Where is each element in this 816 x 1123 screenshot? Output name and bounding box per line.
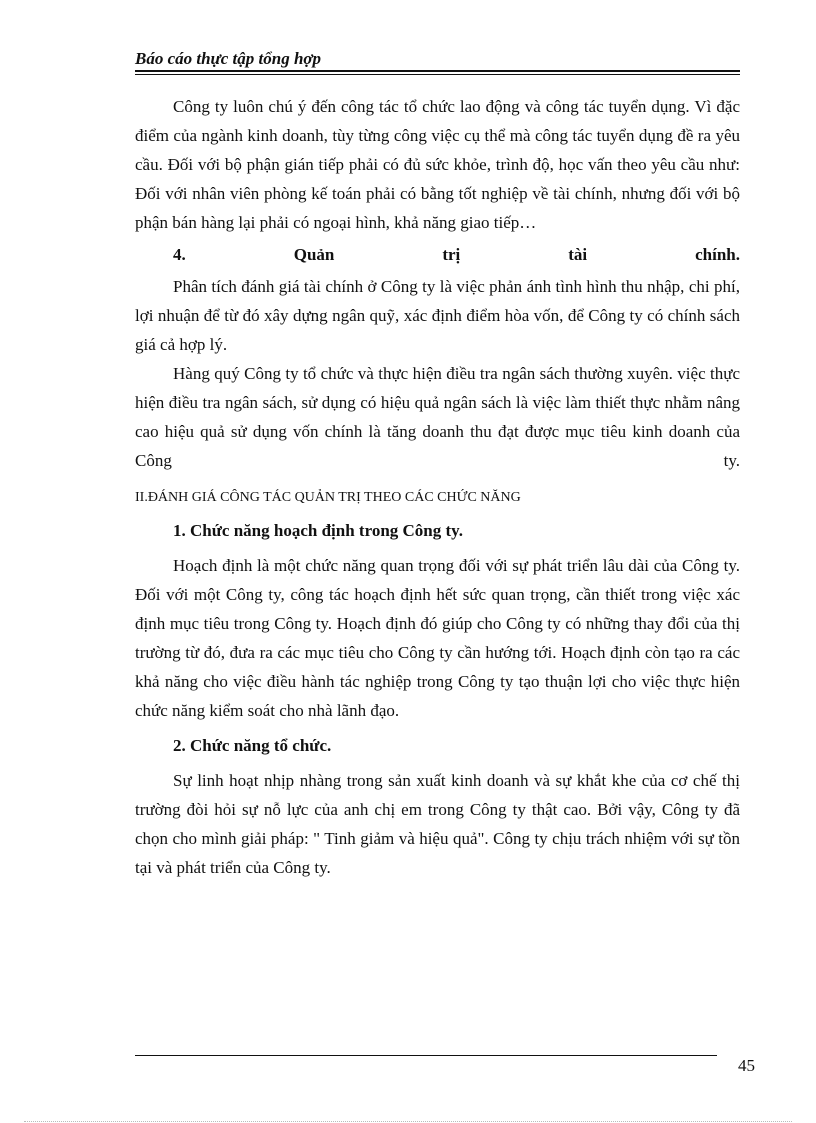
- heading-planning-function: 1. Chức năng hoạch định trong Công ty.: [173, 521, 463, 540]
- page-number: 45: [738, 1056, 755, 1075]
- paragraph-planning: Hoạch định là một chức năng quan trọng đối với sự phát triển lâu dài của Công ty. Đối với một Công ty, công tác hoạch định hết sức quan trọng, cần thiết trong việc xác định mục tiêu trong Công ty. Hoạch định đó giúp cho Công ty có những thay đổi của thị trường từ đó, đưa ra các mục tiêu cho Công ty cần hướng tới. Hoạch định còn tạo ra các khả năng cho việc điều hành tác nghiệp trong Công ty tạo thuận lợi cho việc thực hiện chức năng kiểm soát cho nhà lãnh đạo.: [135, 556, 740, 720]
- footer-rule: [135, 1055, 717, 1056]
- paragraph-recruitment: Công ty luôn chú ý đến công tác tổ chức lao động và công tác tuyển dụng. Vì đặc điểm của ngành kinh doanh, tùy từng công việc cụ thể mà công tác tuyển dụng đề ra yêu cầu. Đối với bộ phận gián tiếp phải có đủ sức khỏe, trình độ, học vấn theo yêu cầu như: Đối với nhân viên phòng kế toán phải có bằng tốt nghiệp về tài chính, nhưng đối với bộ phận bán hàng lại phải có ngoại hình, khả năng giao tiếp…: [135, 97, 740, 232]
- page-header: [135, 48, 740, 70]
- header-title: Báo cáo thực tập tổng hợp: [135, 49, 322, 68]
- paragraph-organizing: Sự linh hoạt nhịp nhàng trong sản xuất kinh doanh và sự khắt khe của cơ chế thị trường đòi hỏi sự nỗ lực của anh chị em trong Công ty thật cao. Bởi vậy, Công ty đã chọn cho mình giải pháp: " Tinh giảm và hiệu quả". Công ty chịu trách nhiệm với sự tồn tại và phát triển của Công ty.: [135, 771, 740, 877]
- document-body: [135, 92, 740, 882]
- header-rule-thick: [135, 70, 740, 72]
- heading-financial-management: 4. Quản trị tài chính.: [173, 245, 740, 264]
- heading-organizing-function: 2. Chức năng tổ chức.: [173, 736, 332, 755]
- paragraph-financial-analysis: Phân tích đánh giá tài chính ở Công ty là việc phản ánh tình hình thu nhập, chi phí, lợi nhuận để từ đó xây dựng ngân quỹ, xác định điểm hòa vốn, để Công ty có chính sách giá cả hợp lý.: [135, 277, 740, 354]
- page-bottom-border: [24, 1121, 792, 1122]
- section-heading-evaluation: II.ĐÁNH GIÁ CÔNG TÁC QUẢN TRỊ THEO CÁC CHỨC NĂNG: [135, 490, 521, 505]
- paragraph-budget: Hàng quý Công ty tổ chức và thực hiện điều tra ngân sách thường xuyên. việc thực hiện điều tra ngân sách, sử dụng có hiệu quả ngân sách là việc làm thiết thực nhằm nâng cao hiệu quả sử dụng vốn chính là tăng doanh thu đạt được mục tiêu kinh doanh của Công ty.: [135, 364, 740, 470]
- header-rule-thin: [135, 74, 740, 75]
